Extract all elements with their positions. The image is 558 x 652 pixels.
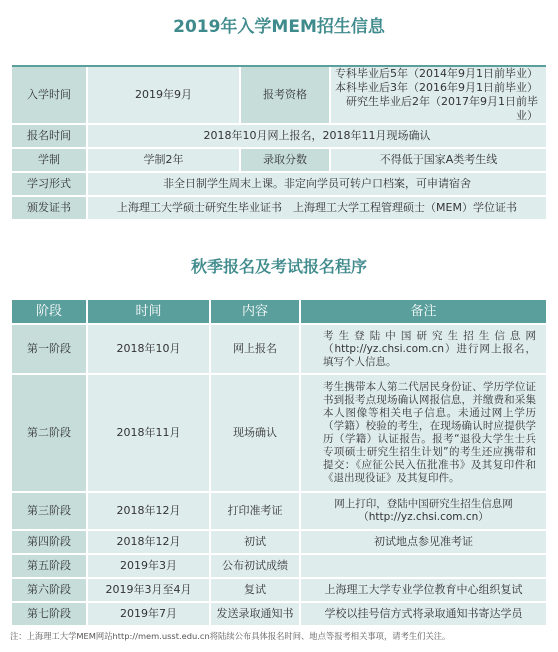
header-content: 内容: [211, 300, 301, 325]
content-cell: 公布初试成绩: [211, 555, 301, 579]
time-cell: 2019年3月至4月: [88, 579, 211, 603]
stage-cell: 第四阶段: [12, 531, 88, 555]
time-cell: 2018年12月: [88, 493, 211, 531]
table-row: [12, 149, 546, 173]
system-value: 学制2年: [88, 149, 241, 173]
time-cell: 2018年12月: [88, 531, 211, 555]
form-value: 非全日制学生周末上课。非定向学员可转户口档案，可申请宿舍: [88, 173, 546, 197]
stage-cell: 第三阶段: [12, 493, 88, 531]
enroll-value: 2019年9月: [88, 67, 241, 125]
note-cell: [301, 555, 546, 579]
note-cell: 学校以挂号信方式将录取通知书寄达学员: [301, 603, 546, 627]
time-cell: 2018年10月: [88, 325, 211, 375]
note-cell: 上海理工大学专业学位教育中心组织复试: [301, 579, 546, 603]
stage-cell: 第二阶段: [12, 375, 88, 493]
stage-cell: 第七阶段: [12, 603, 88, 627]
form-label: 学习形式: [12, 173, 88, 197]
header-stage: 阶段: [12, 300, 88, 325]
stage-cell: 第五阶段: [12, 555, 88, 579]
table-row: [12, 173, 546, 197]
table-row: [12, 197, 546, 221]
header-time: 时间: [88, 300, 211, 325]
table-row: [12, 603, 546, 627]
register-value: 2018年10月网上报名，2018年11月现场确认: [88, 125, 546, 149]
qual-line-1: 专科毕业后5年（2014年9月1日前毕业）: [335, 67, 538, 80]
register-label: 报名时间: [12, 125, 88, 149]
cert-value: 上海理工大学硕士研究生毕业证书 上海理工大学工程管理硕士（MEM）学位证书: [88, 197, 546, 221]
table-row: [12, 67, 546, 125]
content-cell: 打印准考证: [211, 493, 301, 531]
note-cell: 网上打印，登陆中国研究生招生信息网（http://yz.chsi.com.cn）: [301, 493, 546, 531]
qual-line-3: 研究生毕业后2年（2017年9月1日前毕业）: [346, 95, 538, 122]
table-row: [12, 531, 546, 555]
content-cell: 复试: [211, 579, 301, 603]
content-cell: 网上报名: [211, 325, 301, 375]
qual-value: [331, 67, 546, 125]
qual-label: 报考资格: [241, 67, 331, 125]
time-cell: 2018年11月: [88, 375, 211, 493]
footnote: 注：上海理工大学MEM网站http://mem.usst.edu.cn将陆续公布具体报名时间、地点等报考相关事项，请考生们关注。: [10, 631, 451, 641]
qual-line-2: 本科毕业后3年（2016年9月1日前毕业）: [335, 81, 538, 94]
content-cell: 发送录取通知书: [211, 603, 301, 627]
system-label: 学制: [12, 149, 88, 173]
section2-title: 秋季报名及考试报名程序: [190, 257, 367, 276]
content-cell: 初试: [211, 531, 301, 555]
stage-cell: 第六阶段: [12, 579, 88, 603]
table-row: [12, 125, 546, 149]
score-label: 录取分数: [241, 149, 331, 173]
note-cell: 考生登陆中国研究生招生信息网（http://yz.chsi.com.cn）进行网上报名，填写个人信息。: [301, 325, 546, 375]
note-cell: 初试地点参见准考证: [301, 531, 546, 555]
section1-title: 2019年入学MEM招生信息: [173, 17, 385, 37]
table-row: [12, 325, 546, 375]
enroll-label: 入学时间: [12, 67, 88, 125]
table-row: [12, 579, 546, 603]
table-row: [12, 375, 546, 493]
header-note: 备注: [301, 300, 546, 325]
cert-label: 颁发证书: [12, 197, 88, 221]
time-cell: 2019年7月: [88, 603, 211, 627]
stage-cell: 第一阶段: [12, 325, 88, 375]
score-value: 不得低于国家A类考生线: [331, 149, 546, 173]
table-row: [12, 493, 546, 531]
note-cell: 考生携带本人第二代居民身份证、学历学位证书到报考点现场确认网报信息，并缴费和采集本人图像等相关电子信息。未通过网上学历（学籍）校验的考生，在现场确认时应提供学历（学籍）认证报告。报考“退役大学生士兵专项硕士研究生招生计划”的考生还应携带和提交：《应征公民入伍批准书》及其复印件和《退出现役证》及其复印件。: [301, 375, 546, 493]
procedure-table: [12, 300, 546, 627]
procedure-header-row: [12, 300, 546, 325]
content-cell: 现场确认: [211, 375, 301, 493]
time-cell: 2019年3月: [88, 555, 211, 579]
table-row: [12, 555, 546, 579]
admission-info-table: [12, 67, 546, 221]
